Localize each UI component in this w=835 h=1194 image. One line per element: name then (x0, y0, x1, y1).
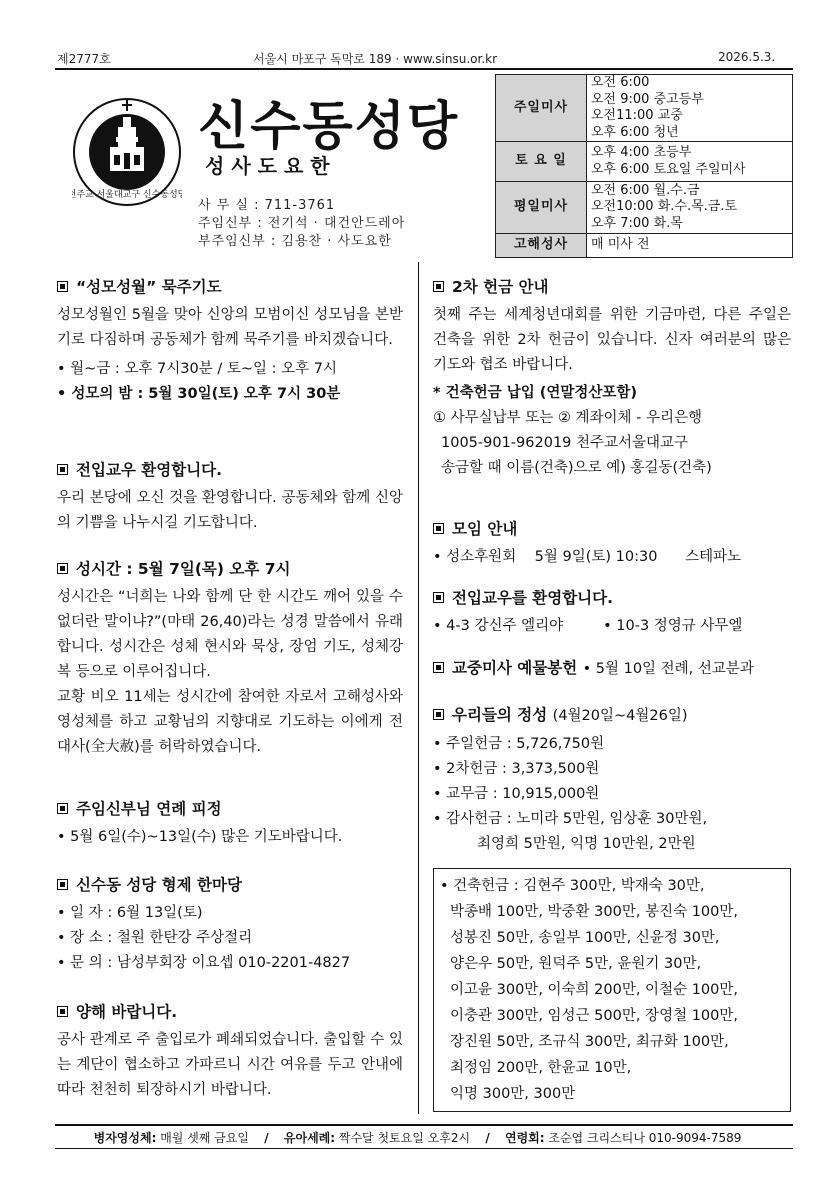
schedule-label: 주일미사 (496, 75, 587, 142)
section-heading: 2차 헌금 안내 (452, 278, 549, 296)
bank-account: 1005-901-962019 천주교서울대교구 (441, 435, 689, 451)
list-item: • 문 의 : 남성부회장 이요셉 010-2201-4827 (57, 955, 351, 971)
donation-line: 장진원 50만, 조규식 300만, 최규화 100만, (450, 1034, 729, 1050)
retreat-section (57, 797, 403, 850)
list-item: • 일 자 : 6월 13일(토) (57, 905, 203, 921)
column-divider (418, 262, 419, 1114)
schedule-times: 오후 4:00 초등부 오후 6:00 토요일 주일미사 (587, 142, 793, 182)
parish-title: 신수동성당 (198, 97, 460, 157)
list-item: • 2차헌금 : 3,373,500원 (433, 761, 600, 777)
offering-section (433, 656, 793, 685)
parish-logo (72, 97, 182, 207)
footer-rule (55, 1124, 793, 1126)
donation-line: 성봉진 50만, 송일부 100만, 신윤정 30만, (450, 930, 720, 946)
footer-label: 유아세례: (283, 1131, 336, 1145)
section-body: 성시간은 “너희는 나와 함께 단 한 시간도 깨어 있을 수 없더란 말이냐?”(마태 26,40)라는 성경 말씀에서 유래합니다. 성시간은 성체 현시와 묵상, 장엄 기도, 성체강복 등으로 이루어집니다. (57, 589, 403, 680)
section-bullet-icon (57, 464, 68, 475)
section-bullet-icon (433, 662, 444, 673)
footer-separator: / (485, 1131, 490, 1145)
section-bullet-icon (57, 1006, 68, 1017)
section-heading: 모임 안내 (452, 520, 518, 538)
section-bullet-icon (433, 523, 444, 534)
section-bullet-icon (433, 281, 444, 292)
schedule-times: 오전 6:00 오전 9:00 중고등부 오전11:00 교중 오후 6:00 청년 (587, 75, 793, 142)
transfer-note: 송금할 때 이름(건축)으로 예) 홍길동(건축) (441, 460, 712, 476)
building-fund-box (433, 868, 791, 1112)
section-heading: 양해 바랍니다. (76, 1003, 178, 1021)
rosary-section (57, 275, 403, 407)
logo-text: 천주교 서울대교구 신수동성당 (72, 190, 182, 200)
section-body: 교황 비오 11세는 성시간에 참여한 자로서 고해성사와 영성체를 하고 교황님의 지향대로 기도하는 이에게 전대사(全大赦)를 허락하였습니다. (57, 689, 403, 755)
holy-hour-section (57, 557, 403, 760)
schedule-label: 고해성사 (496, 234, 587, 258)
section-bullet-icon (57, 803, 68, 814)
donation-line: 익명 300만, 300만 (450, 1086, 576, 1102)
section-heading: 전입교우를 환영합니다. (452, 589, 614, 607)
footer-separator: / (264, 1131, 269, 1145)
new-members-section (433, 586, 791, 639)
footer-label: 연령회: (504, 1131, 545, 1145)
brothers-event-section (57, 873, 403, 976)
list-item: • 교무금 : 10,915,000원 (433, 786, 600, 802)
list-item: • 주일헌금 : 5,726,750원 (433, 736, 605, 752)
footer-label: 병자영성체: (93, 1131, 157, 1145)
list-item: • 10-3 정영규 사무엘 (603, 618, 743, 634)
section-body: 우리 본당에 오신 것을 환영합니다. 공동체와 함께 신앙의 기쁨을 나누시길 기도합니다. (57, 490, 403, 531)
offering-detail: • 5월 10일 전례, 선교분과 (582, 661, 754, 677)
section-heading: 주임신부님 연례 피정 (76, 800, 222, 818)
list-item: • 4-3 강신주 엘리야 (433, 618, 564, 634)
period-label: (4월20일~4월26일) (552, 708, 688, 724)
list-item: • 성소후원회 5월 9일(토) 10:30 스테파노 (433, 549, 742, 565)
section-body: 첫째 주는 세계청년대회를 위한 기금마련, 다른 주일은 건축을 위한 2차 헌금이 있습니다. 신자 여러분의 많은 기도와 협조 바랍니다. (433, 307, 791, 373)
address-line: 서울시 마포구 독막로 189 · www.sinsu.or.kr (253, 52, 498, 66)
donation-line: 이고윤 300만, 이숙희 200만, 이철순 100만, (450, 982, 738, 998)
assistant-pastor: 부주임신부 : 김용찬 · 사도요한 (198, 234, 392, 249)
schedule-label: 평일미사 (496, 182, 587, 234)
section-bullet-icon (57, 563, 68, 574)
meeting-section (433, 517, 791, 570)
section-bullet-icon (433, 592, 444, 603)
issue-number: 제2777호 (57, 52, 111, 66)
list-item: 최영희 5만원, 익명 10만원, 2만원 (477, 836, 696, 852)
top-rule (55, 68, 793, 70)
section-heading: 교중미사 예물봉헌 (452, 659, 578, 677)
footer-value: 짝수달 첫토요일 오후2시 (335, 1131, 471, 1145)
donation-line: • 건축헌금 : 김현주 300만, 박재숙 30만, (440, 878, 705, 894)
list-item: • 장 소 : 철원 한탄강 주상절리 (57, 930, 253, 946)
section-bullet-icon (57, 281, 68, 292)
section-heading: 신수동 성당 형제 한마당 (76, 876, 242, 894)
section-heading: 우리들의 정성 (452, 706, 548, 724)
list-item: • 감사헌금 : 노미라 5만원, 임상훈 30만원, (433, 811, 708, 827)
schedule-times: 매 미사 전 (587, 234, 793, 258)
section-heading: 전입교우 환영합니다. (76, 461, 223, 479)
list-item: • 성모의 밤 : 5월 30일(토) 오후 7시 30분 (57, 386, 341, 402)
footer-value: 조순엽 크리스티나 010-9094-7589 (544, 1131, 742, 1145)
footer-info (0, 1129, 835, 1146)
payment-method: ① 사무실납부 또는 ② 계좌이체 - 우리은행 (433, 410, 702, 426)
welcome-section (57, 458, 403, 536)
section-heading: 성시간 : 5월 7일(목) 오후 7시 (76, 560, 291, 578)
list-item: • 5월 6일(수)~13일(수) 많은 기도바랍니다. (57, 829, 343, 845)
notice-section (57, 1000, 403, 1103)
second-collection-section (433, 275, 791, 481)
section-body: 성모성월인 5월을 맞아 신앙의 모범이신 성모님을 본받기로 다짐하며 공동체가 함께 묵주기를 바치겠습니다. (57, 307, 403, 348)
section-body: 공사 관계로 주 출입로가 폐쇄되었습니다. 출입할 수 있는 계단이 협소하고 가파르니 시간 여유를 두고 안내에 따라 천천히 퇴장하시기 바랍니다. (57, 1032, 403, 1098)
list-item: • 월~금 : 오후 7시30분 / 토~일 : 오후 7시 (57, 361, 337, 377)
donation-line: 최정임 200만, 한윤교 10만, (450, 1060, 632, 1076)
office-phone: 사 무 실 : 711-3761 (198, 198, 336, 213)
contributions-section (433, 703, 791, 857)
donation-line: 박종배 100만, 박중환 300만, 봉진숙 100만, (450, 904, 738, 920)
sub-heading: * 건축헌금 납입 (연말정산포함) (433, 385, 638, 401)
schedule-times: 오전 6:00 월.수.금 오전10:00 화.수.목.금.토 오후 7:00 화.목 (587, 182, 793, 234)
pastor-name: 주임신부 : 전기석 · 대건안드레아 (198, 216, 406, 231)
section-bullet-icon (57, 879, 68, 890)
patron-subtitle: 성사도요한 (205, 154, 337, 178)
footer-value: 매월 셋째 금요일 (156, 1131, 249, 1145)
section-bullet-icon (433, 709, 444, 720)
footer-bottom-rule (55, 1148, 793, 1149)
mass-schedule-table (495, 74, 793, 258)
issue-date: 2026.5.3. (718, 50, 776, 64)
donation-line: 이충관 300만, 임성근 500만, 장영철 100만, (450, 1008, 738, 1024)
donation-line: 양은우 50만, 원덕주 5만, 윤원기 30만, (450, 956, 702, 972)
schedule-label: 토 요 일 (496, 142, 587, 182)
section-heading: “성모성월” 묵주기도 (76, 278, 222, 296)
